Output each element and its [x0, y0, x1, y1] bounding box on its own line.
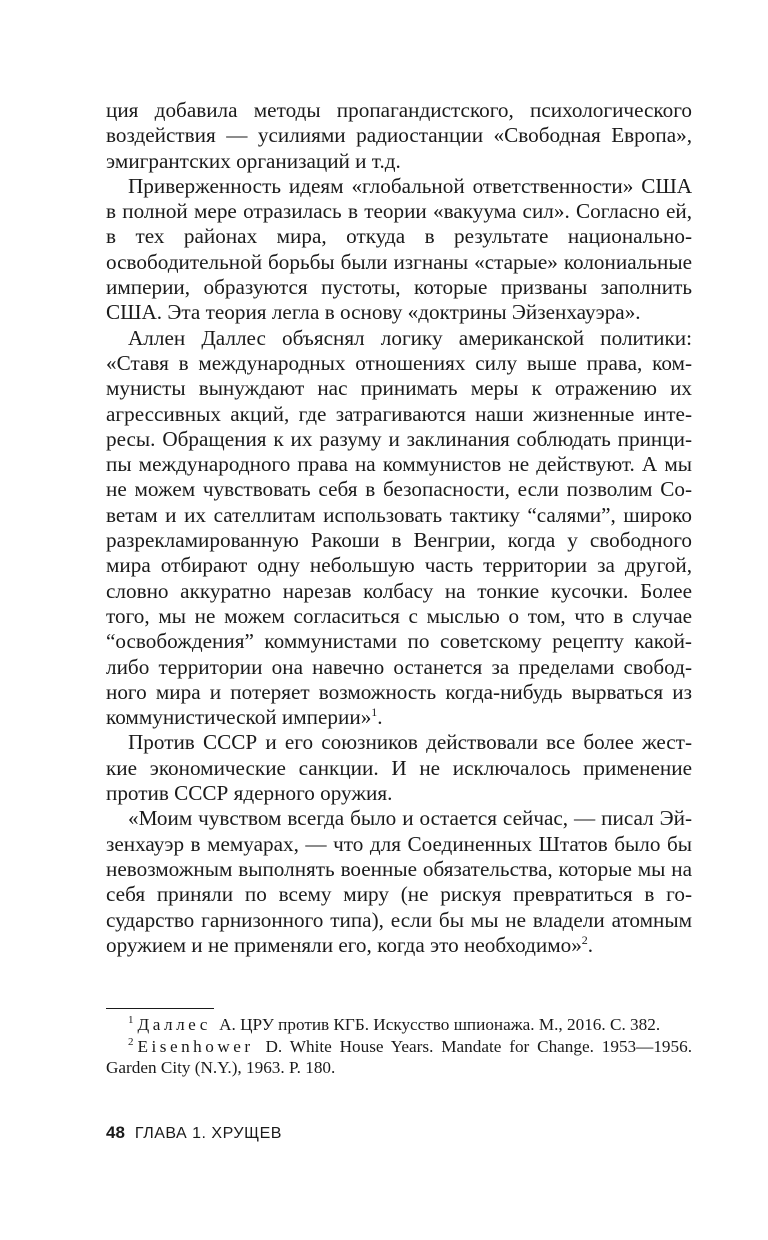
footnote-ref[interactable]: 2 — [581, 932, 588, 947]
page-number: 48 — [106, 1123, 125, 1142]
footnote-author: Eisenhower — [137, 1036, 254, 1056]
footnote-number: 1 — [128, 1014, 134, 1027]
body-text — [106, 98, 692, 958]
page-footer — [106, 1123, 282, 1144]
chapter-title: ГЛАВА 1. ХРУЩЕВ — [134, 1125, 282, 1142]
footnote-text: D. White House Years. Mandate for Change. 1953—1956. Garden City (N.Y.), 1963. P. 180. — [106, 1036, 692, 1077]
footnote-ref[interactable]: 1 — [371, 705, 378, 720]
paragraph: Приверженность идеям «глобальной ответственности» США в полной мере отразилась в теории «вакуума сил». Согласно ей, в тех районах мира, откуда в результате национально-освободительной борьбы были изгнаны «старые» колониальные империи, образуются пустоты, которые призваны заполнить США. Эта теория легла в основу «доктрины Эйзенхауэра». — [106, 173, 692, 325]
paragraph: Против СССР и его союзников действовали все более жесткие экономические санкции. И не исключалось применение против СССР ядерного оружия. — [106, 730, 692, 806]
footnote-number: 2 — [128, 1035, 134, 1048]
paragraph: Аллен Даллес объяснял логику американской политики: «Ставя в международных отношениях силу выше права, коммунисты вынуждают нас принимать меры к отражению их агрессивных акций, где затрагиваются наши жизненные интересы. Обращения к их разуму и заклинания соблюдать принципы международного права на коммунистов не действуют. А мы не можем чувствовать себя в безопасности, если позволим Советам и их сателлитам использовать тактику “салями”, широко разрекламированную Ракоши в Венгрии, когда у свободного мира отбирают одну небольшую часть территории за другой, словно аккуратно нарезав колбасу на тонкие кусочки. Более того, мы не можем согласиться с мыслью о том, что в случае “освобождения” коммунистами по советскому рецепту какой-либо территории она навечно останется за пределами свободного мира и потеряет возможность когда-нибудь вырваться из коммунистической империи»$^1$. — [106, 325, 692, 730]
footnote-divider — [106, 1008, 214, 1009]
paragraph: «Моим чувством всегда было и остается сейчас, — писал Эйзенхауэр в мемуарах, — что для Соединенных Штатов было бы невозможным выполнять военные обязательства, которые мы на себя приняли по всему миру (не рискуя превратиться в государство гарнизонного типа), если бы мы не владели атомным оружием и не применяли его, когда это необходимо»$^2$. — [106, 806, 692, 957]
paragraph: ция добавила методы пропагандистского, психологического воздействия — усилиями радиостанции «Свободная Европа», эмигрантских организаций и т.д. — [106, 98, 692, 173]
footnote — [106, 1036, 692, 1079]
footnotes — [106, 1014, 692, 1079]
footnote-text: А. ЦРУ против КГБ. Искусство шпионажа. М., 2016. С. 382. — [219, 1015, 661, 1034]
footnote — [106, 1014, 692, 1036]
footnote-author: Даллес — [137, 1015, 211, 1034]
